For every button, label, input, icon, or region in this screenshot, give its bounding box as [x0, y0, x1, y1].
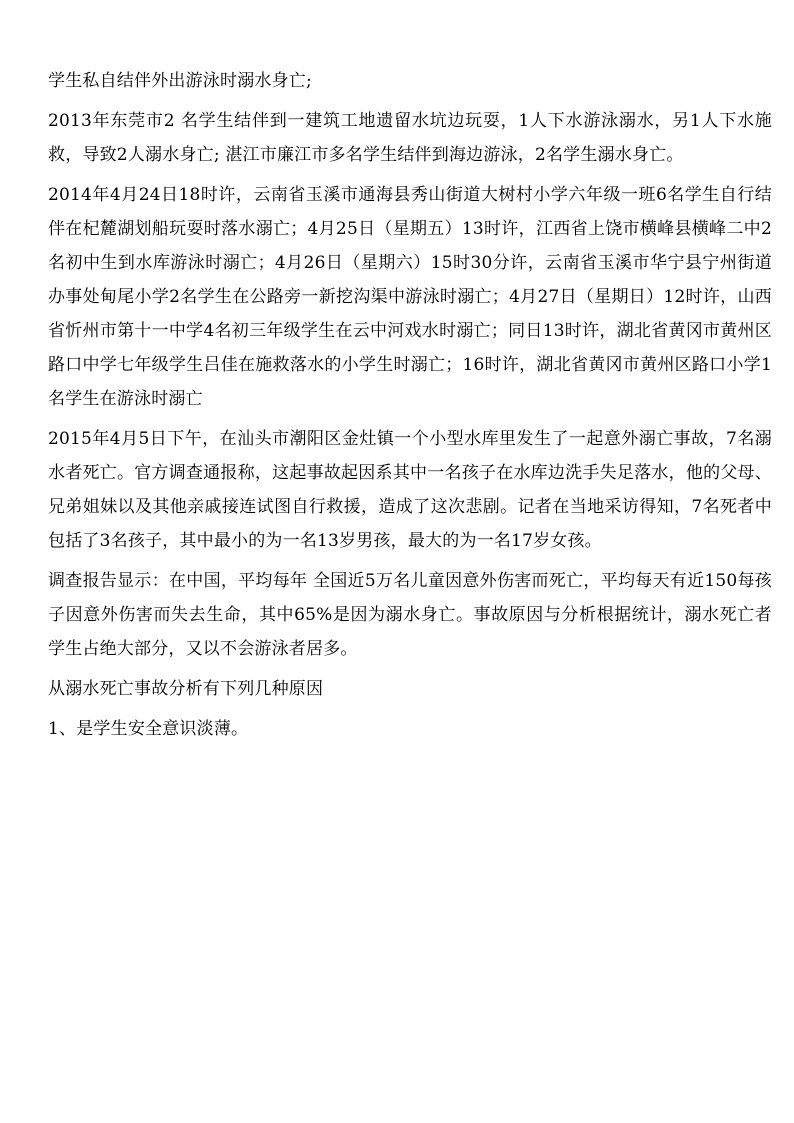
- paragraph-cause-analysis-heading: 从溺水死亡事故分析有下列几种原因: [48, 679, 324, 699]
- paragraph-survey-report: 调查报告显示：在中国，平均每年 全国近5万名儿童因意外伤害而死亡，平均每天有近150每孩子因意外伤害而失去生命，其中65%是因为溺水身亡。事故原因与分析根据统计，溺水死亡者学生占绝大部分，又以不会游泳者居多。: [48, 571, 772, 659]
- paragraph-2014-cases: 2014年4月24日18时许，云南省玉溪市通海县秀山街道大树村小学六年级一班6名学生自行结伴在杞麓湖划船玩耍时落水溺亡；4月25日（星期五）13时许，江西省上饶市横峰县横峰二中2名初中生到水库游泳时溺亡；4月26日（星期六）15时30分许，云南省玉溪市华宁县宁州街道办事处甸尾小学2名学生在公路旁一新挖沟渠中游泳时溺亡；4月27日（星期日）12时许，山西省忻州市第十一中学4名初三年级学生在云中河戏水时溺亡；同日13时许，湖北省黄冈市黄州区路口中学七年级学生吕佳在施救落水的小学生时溺亡；16时许，湖北省黄冈市黄州区路口小学1名学生在游泳时溺亡: [48, 185, 772, 409]
- paragraph-2015-case: 2015年4月5日下午，在汕头市潮阳区金灶镇一个小型水库里发生了一起意外溺亡事故，7名溺水者死亡。官方调查通报称，这起事故起因系其中一名孩子在水库边洗手失足落水，他的父母、兄弟姐妹以及其他亲戚接连试图自行救援，造成了这次悲剧。记者在当地采访得知，7名死者中包括了3名孩子，其中最小的为一名13岁男孩，最大的为一名17岁女孩。: [48, 429, 772, 551]
- paragraph-cause-1: 1、是学生安全意识淡薄。: [48, 719, 249, 739]
- document-body: [48, 64, 772, 746]
- paragraph-private-swimming: 学生私自结伴外出游泳时溺水身亡;: [48, 71, 312, 91]
- paragraph-2013-cases: 2013年东莞市2 名学生结伴到一建筑工地遗留水坑边玩耍，1人下水游泳溺水，另1人下水施救，导致2人溺水身亡; 湛江市廉江市多名学生结伴到海边游泳，2名学生溺水身亡。: [48, 111, 772, 165]
